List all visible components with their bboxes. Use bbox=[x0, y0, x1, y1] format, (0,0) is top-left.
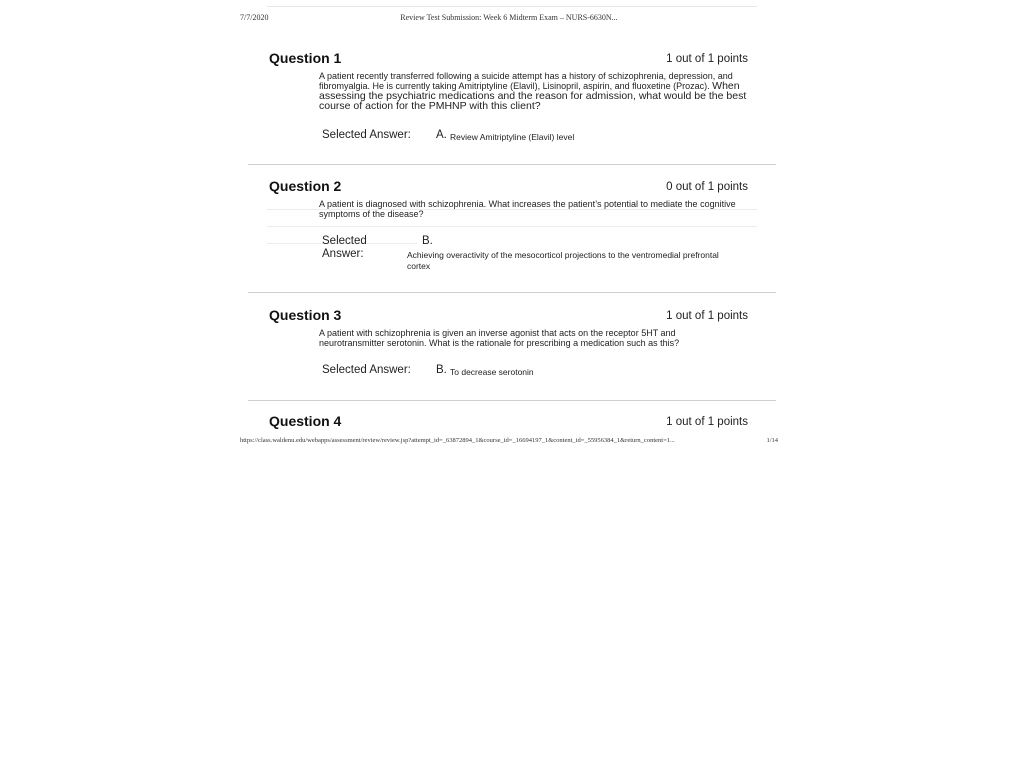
selected-answer-text: To decrease serotonin bbox=[450, 367, 534, 377]
question-points: 1 out of 1 points bbox=[666, 53, 748, 65]
question-separator bbox=[248, 164, 776, 165]
print-title: Review Test Submission: Week 6 Midterm Exam – NURS-6630N... bbox=[400, 13, 618, 22]
question-2 bbox=[248, 178, 776, 288]
selected-answer-label-line: Selected bbox=[322, 235, 367, 247]
selected-answer-text: Achieving overactivity of the mesocorticol projections to the ventromedial prefrontal cortex bbox=[407, 250, 719, 271]
print-date: 7/7/2020 bbox=[240, 13, 269, 22]
page-number: 1/14 bbox=[766, 437, 778, 444]
question-3 bbox=[248, 307, 776, 397]
question-heading: Question 1 bbox=[269, 50, 342, 66]
selected-answer-letter: A. bbox=[436, 129, 447, 141]
question-text bbox=[319, 71, 749, 111]
print-url: https://class.waldenu.edu/webapps/assessment/review/review.jsp?attempt_id=_63872894_1&course_id=_16694197_1&content_id=_55956384_1&return_content=1... bbox=[240, 437, 675, 444]
question-points: 1 out of 1 points bbox=[666, 416, 748, 428]
selected-answer-label-line: Answer: bbox=[322, 248, 364, 260]
selected-answer-letter: B. bbox=[422, 235, 433, 247]
question-1 bbox=[248, 50, 776, 160]
question-text-part: A patient recently transferred following a suicide attempt has a history of schizophrenia, depression, and fibromyalgia. He is currently taking Amitriptyline (Elavil), Lisinopril, aspirin, and fluoxetine (Prozac). bbox=[319, 71, 733, 91]
top-rule bbox=[267, 6, 757, 7]
selected-answer-label: Selected Answer: bbox=[322, 129, 411, 141]
question-heading: Question 4 bbox=[269, 413, 342, 429]
question-points: 1 out of 1 points bbox=[666, 310, 748, 322]
question-4 bbox=[248, 413, 776, 433]
question-text-part: When assessing the psychiatric medications and the reason for admission, what would be the best course of action for the PMHNP with this client? bbox=[319, 80, 747, 112]
selected-answer-label bbox=[322, 235, 367, 261]
question-separator bbox=[248, 400, 776, 401]
question-heading: Question 2 bbox=[269, 178, 342, 194]
selected-answer-label: Selected Answer: bbox=[322, 364, 411, 376]
selected-answer-letter: B. bbox=[436, 364, 447, 376]
question-points: 0 out of 1 points bbox=[666, 181, 748, 193]
question-text: A patient is diagnosed with schizophrenia. What increases the patient’s potential to mediate the cognitive symptoms of the disease? bbox=[319, 199, 736, 219]
print-header bbox=[240, 13, 778, 25]
question-separator bbox=[248, 292, 776, 293]
question-text: A patient with schizophrenia is given an inverse agonist that acts on the receptor 5HT and neurotransmitter serotonin. What is the rationale for prescribing a medication such as this? bbox=[319, 328, 680, 348]
selected-answer-text: Review Amitriptyline (Elavil) level bbox=[450, 132, 575, 142]
question-heading: Question 3 bbox=[269, 307, 342, 323]
